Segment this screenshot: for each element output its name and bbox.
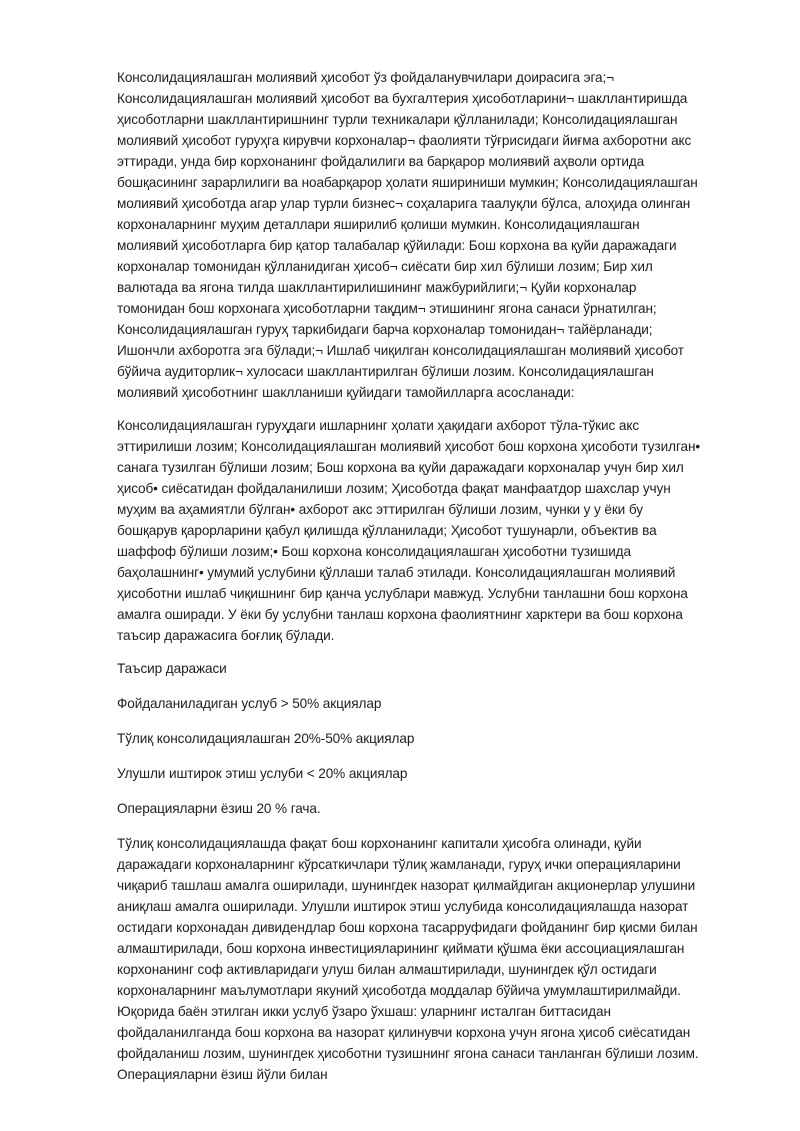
paragraph-consolidated-reporting-requirements: Консолидациялашган молиявий ҳисобот ўз фойдаланувчилари доирасига эга;¬ Консолидациялашган молиявий ҳисобот ва бухгалтерия ҳисоботларини¬ шакллантиришда ҳисоботларни шакллантиришнинг турли техникалари қўлланилади; Консолидациялашган молиявий ҳисобот гуруҳга кирувчи корхоналар¬ фаолияти тўғрисидаги йиғма ахборотни акс эттиради, унда бир корхонанинг фойдалилиги ва барқарор молиявий аҳволи ортида бошқасининг зарарлилиги ва ноабарқарор ҳолати яшириниши мумкин; Консолидациялашган молиявий ҳисоботда агар улар турли бизнес¬ соҳаларига таалуқли бўлса, алоҳида олинган корхоналарнинг муҳим деталлари яширилиб қолиши мумкин. Консолидациялашган молиявий ҳисоботларга бир қатор талабалар қўйилади: Бош корхона ва қуйи даражадаги корхоналар томонидан қўлланидиган ҳисоб¬ сиёсати бир хил бўлиши лозим; Бир хил валютада ва ягона тилда шакллантирилишининг мажбурийлиги;¬ Қуйи корхоналар томонидан бош корхонага ҳисоботларни тақдим¬ этишининг ягона санаси ўрнатилган; Консолидациялашган гуруҳ таркибидаги барча корхоналар томонидан¬ тайёрланади; Ишончли ахборотга эга бўлади;¬ Ишлаб чиқилган консолидациялашган молиявий ҳисобот бўйича аудиторлик¬ хулосаси шакллантирилган бўлиши лозим. Консолидациялашган молиявий ҳисоботнинг шаклланиши қуйидаги тамойилларга асосланади: bbox=[117, 70, 698, 400]
method-line-1: Фойдаланиладиган услуб > 50% акциялар bbox=[117, 696, 382, 711]
method-line-3: Улушли иштирок этиш услуби < 20% акциялар bbox=[117, 766, 408, 781]
method-line-4: Операцияларни ёзиш 20 % гача. bbox=[117, 801, 321, 816]
method-line-2: Тўлиқ консолидациялашган 20%-50% акциялар bbox=[117, 731, 415, 746]
paragraph-consolidation-principles: Консолидациялашган гуруҳдаги ишларнинг ҳолати ҳақидаги ахборот тўла-тўкис акс эттирилиши лозим; Консолидациялашган молиявий ҳисобот бош корхона ҳисоботи тузилган• санага тузилган бўлиши лозим; Бош корхона ва қуйи даражадаги корхоналар учун бир хил ҳисоб• сиёсатидан фойдаланилиши лозим; Ҳисоботда фақат манфаатдор шахслар учун муҳим ва аҳамиятли бўлган• ахборот акс эттирилган бўлиши лозим, чунки у у ёки бу бошқарув қарорларини қабул қилишда қўлланилади; Ҳисобот тушунарли, объектив ва шаффоф бўлиши лозим;• Бош корхона консолидациялашган ҳисоботни тузишида баҳолашнинг• умумий услубини қўллаши талаб этилади. Консолидациялашган молиявий ҳисоботни ишлаб чиқишнинг бир қанча услублари мавжуд. Услубни танлашни бош корхона амалга оширади. У ёки бу услубни танлаш корхона фаолиятнинг харктери ва бош корхона таъсир даражасига боғлиқ бўлади. bbox=[117, 418, 701, 643]
paragraph-full-consolidation: Тўлиқ консолидациялашда фақат бош корхонанинг капитали ҳисобга олинади, қуйи даражадаги корхоналарнинг кўрсаткичлари тўлиқ жамланади, гуруҳ ички операцияларини чиқариб ташлаш амалга оширилади, шунингдек назорат қилмайдиган акционерлар улушини аниқлаш амалга оширилади. Улушли иштирок этиш услубида консолидациялашда назорат остидаги корхонадан дивидендлар бош корхона тасарруфидаги фойданинг бир қисми билан алмаштирилади, бош корхона инвестицияларининг қиймати қўшма ёки ассоциациялашган корхонанинг соф активларидаги улуш билан алмаштирилади, шунингдек қўл остидаги корхоналарнинг маълумотлари якуний ҳисоботда моддалар бўйича умумлаштирилмайди. Юқорида баён этилган икки услуб ўзаро ўхшаш: уларнинг исталган биттасидан фойдаланилганда бош корхона ва назорат қилинувчи корхона учун ягона ҳисоб сиёсатидан фойдаланиш лозим, шунингдек ҳисоботни тузишнинг ягона санаси танланган бўлиши лозим. Операцияларни ёзиш йўли билан bbox=[117, 836, 699, 1082]
document-page bbox=[117, 67, 702, 1097]
heading-influence-level: Таъсир даражаси bbox=[117, 661, 227, 676]
